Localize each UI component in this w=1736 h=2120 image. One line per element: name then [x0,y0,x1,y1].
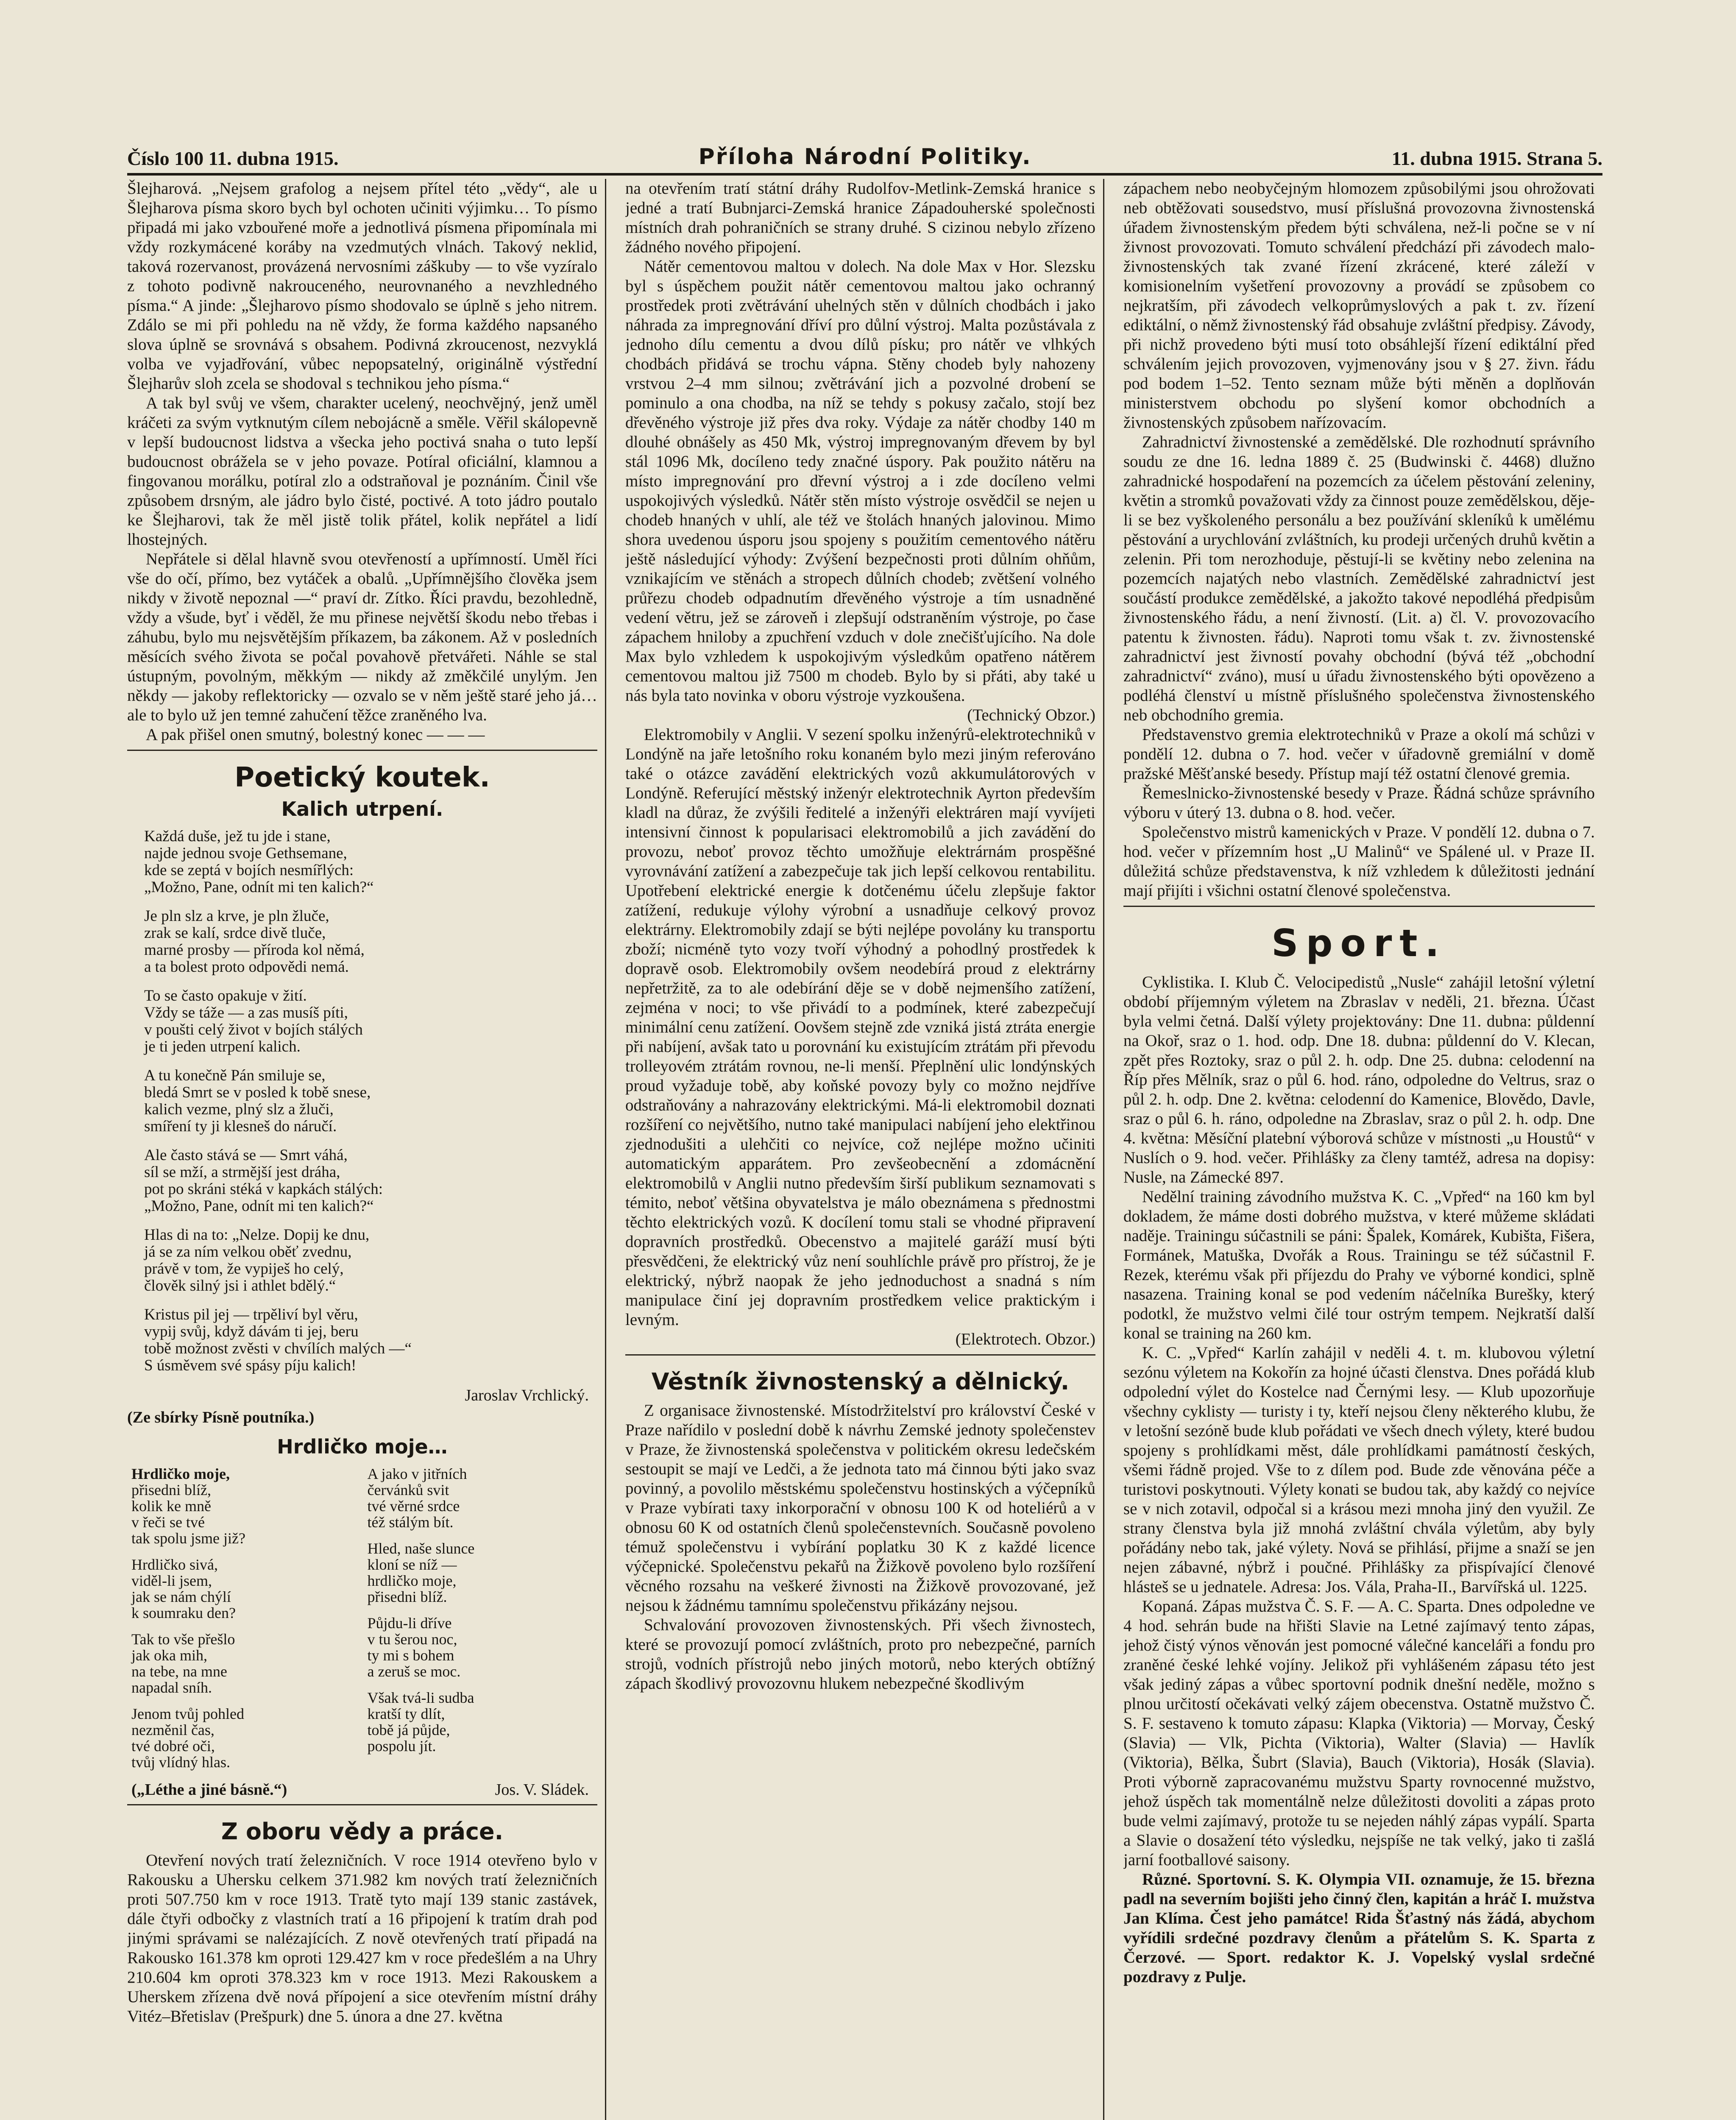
poem-line: viděl-li jsem, [131,1572,212,1589]
poem-line: Hlas di na to: „Nelze. Dopij ke dnu, [144,1226,370,1244]
poem-stanza [368,1615,594,1679]
article-paragraph: Otevření nových tratí železničních. V roce 1914 otevřeno bylo v Rakousku a Uhersku celkem 371.982 km nových tratí železničních proti 507.750 km v roce 1913. Tratě tyto mají 139 stanic zastávek, dále čtyři odbočky z vlastních tratí a 16 připojení k tratím drah pod jinými správami se nalézajících. Z nově otevřených tratí připadá na Rakousko 161.378 km oproti 129.427 km v roce předešlém a na Uhry 210.604 km oproti 378.323 km v roce 1913. Mezi Rakouskem a Uherskem zřízena dvě nová přípojení a sice otevřením místní dráhy Vitéz–Břetislav (Prešpurk) dne 5. února a dne 27. května [127,1851,597,2025]
poem-stanza [144,1227,597,1294]
poem-line: a ta bolest proto odpovědi nemá. [144,958,349,976]
article-paragraph: Společenstvo mistrů kamenických v Praze. V pondělí 12. dubna o 7. hod. večer v přízemním host „U Malinů“ ve Spálené ul. v Praze II. důležitá schůze představenstva, k níž vzhledem k důležitosti jednání mají přijíti i všichni ostatní členové společenstva. [1123,823,1595,900]
section-divider [1123,906,1595,907]
poem-line: marné prosby — příroda kol němá, [144,941,365,959]
poem-credits [131,1780,589,1799]
header-page-number: 11. dubna 1915. Strana 5. [1391,148,1602,169]
poem-line: vypij svůj, když dávám ti jej, beru [144,1323,359,1340]
poem-line: jak se nám chýlí [131,1588,231,1605]
column-2 [625,179,1104,2120]
page-header [127,140,1602,176]
poem-stanza [144,987,597,1055]
poem-line: A tu konečně Pán smiluje se, [144,1067,326,1084]
trade-heading: Věstník živnostenský a dělnický. [651,1368,1070,1395]
poem-line: kloní se níž — [367,1556,457,1573]
poem-line: v poušti celý život v bojích stálých [144,1021,363,1038]
poem-line: tobě možnost zvěsti v chvílích malých —“ [144,1340,412,1357]
poem-line: též stálým bít. [367,1514,454,1531]
poem-title: Hrdličko moje… [277,1435,448,1458]
sport-paragraph: Cyklistika. I. Klub Č. Velocipedistů „Nusle“ zahájil letošní výletní období příjemným výletem na Zbraslav v neděli, 21. března. Účast byla velmi četná. Další výlety projektovány: Dne 11. dubna: půldenní na Okoř, sraz o 1. hod. odp. Dne 18. dubna: půldenní do V. Klecan, zpět přes Roztoky, sraz o půl 2. h. odp. Dne 25. dubna: celodenní na Říp přes Mělník, sraz o půl 6. hod. ráno, odpoledne do Veltrus, sraz o půl 2. h. odp. Dne 2. května: celodenní do Kamenice, Blovědo, Davle, sraz o půl 6. h. ráno, odpoledne na Zbraslav, sraz o půl 2. h. odp. Dne 4. května: Měsíční platební výborová schůze v místnosti „u Houstů“ v Nuslích o 9. hod. večer. Přihlášky za členy tamtéž, adresa na dopisy: Nusle, na Zámecké 897. [1123,973,1595,1186]
header-issue: Číslo 100 11. dubna 1915. [127,148,339,169]
poetry-heading: Poetický koutek. [234,762,490,793]
article-paragraph: Schvalování provozoven živnostenských. Při všech živnostech, které se provozují pomocí zvláštních, proto pro nebezpečné, parních strojů, vodních přístrojů nebo jiných motorů, nebo kterých obtížný zápach škodlivý provozovnu hlukem nebezpečné škodlivým [625,1616,1095,1693]
poem-line: To se často opakuje v žití. [144,987,307,1004]
essay-paragraph: Šlejharová. „Nejsem grafolog a nejsem přítel této „vědy“, ale u Šlejharova písma skoro bych byl ochoten učiniti výjimku… To písmo připadá mi jako vzbouřené moře a jednotlivá písmena připomínala mi vždy rozkymácené koráby na vzedmutých vlnách. Takový neklid, taková rozervanost, provázená nervosními záškuby — to vše vyzíralo z tohoto podivně nakrouceného, neurovnaného a nevzhledného písma.“ A jinde: „Šlejharovo písmo shodovalo se úplně s jeho nitrem. Zdálo se mi při pohledu na ně vždy, že forma každého napsaného slova úplně se srovnává s obsahem. Podivná zkroucenost, nezvyklá volba ve vyjadřování, vůbec nepopsatelný, originálně výstřední Šlejharův sloh zcela se shodoval s technikou jeho písma.“ [127,179,597,393]
sport-heading: Sport. [1271,921,1447,965]
poem-line: kolik ke mně [131,1498,211,1515]
poem-line: tobě já půjde, [367,1721,450,1738]
sport-paragraph: Kopaná. Zápas mužstva Č. S. F. — A. C. Sparta. Dnes odpoledne ve 4 hod. sehrán bude na hřišti Slavie na Letné zajímavý tento zápas, jehož čistý výnos věnován jest pomocné válečné kanceláři a fondu pro zraněné české lehké vojíny. Jelikož při vyhlášeném zápasu této jest však jediný zápas a vůbec sportovní podnik dnešní neděle, možno s plnou určitostí očekávati velký zájem obecenstva. Ostatně mužstvo Č. S. F. sestaveno k tomuto zápasu: Klapka (Viktoria) — Morvay, Český (Slavia) — Vlk, Pichta (Viktoria), Walter (Slavia) — Havlík (Viktoria), Bělka, Šubrt (Slavia), Bauch (Viktoria), Hosák (Slavia). Proti výborně zapracovanému mužstvu Sparty rovnocenné mužstvo, jehož úspěch tak momentálně nelze důležitosti dovoliti a zápas proto bude velmi zajímavý, protože tu se nejeden náhlý zápas vypálí. Sparta a Slavie o dosažení této výsledku, nejspíše ne tak velký, jako ti zašlá jarní footballové saisony. [1123,1597,1595,1869]
poem-line: Vždy se táže — a zas musíš píti, [144,1004,348,1021]
poem-line: napadal sníh. [131,1679,212,1696]
sport-paragraph: Různé. Sportovní. S. K. Olympia VII. oznamuje, že 15. března padl na severním bojišti jeho činný člen, kapitán a hráč I. mužstva Jan Klíma. Čest jeho památce! Rida Šťastný nás žádá, abychom vyřídili srdečné pozdravy členům a přátelům S. K. Sparta z Čerzové. — Sport. redaktor K. J. Vopelský vyslal srdečné pozdravy z Pulje. [1123,1870,1595,1986]
poem-line: pot po skráni stéká v kapkách stálých: [144,1180,383,1198]
poem-line: tvůj vlídný hlas. [131,1754,230,1771]
article-paragraph: zápachem nebo neobyčejným hlomozem způsobilými jsou ohrožovati neb obtěžovati sousedstvo, musí příslušná provozovna živnostenská úřadem živnostenským předem býti schválena, než-li počne se v ní živnost provozovati. Tomuto schválení předchází při závodech malo-živnostenských tak zvané řízení zkrácené, které záleží v komisionelním vyšetření provozovny a provádí se způsobem co nejkratším, při závodech velkoprůmyslových a pak t. zv. řízení ediktální, o němž živnostenský řád obsahuje zvláštní předpisy. Závody, při nichž provedeno býti musí toto obsáhlejší řízení ediktální před schválením jejich provozoven, vyjmenovány jsou v § 27. živn. řádu pod bodem 1–52. Tento seznam může býti měněn a doplňován ministerstvem obchodu po slyšení komor obchodních a živnostenských způsobem nařízovacím. [1123,179,1595,432]
poem-line: kratší ty dlít, [367,1705,445,1722]
poem-line: ty mi s bohem [367,1647,454,1664]
poem-line: přisedni blíž. [367,1588,447,1605]
poem-line: síl se mží, a strmější jest dráha, [144,1163,340,1181]
poem-line: tak spolu jsme již? [131,1530,245,1547]
poem-title: Kalich utrpení. [281,798,443,820]
poem-line: Půjdu-li dříve [367,1615,452,1632]
poem-line: na tebe, na mne [131,1663,227,1680]
essay-paragraph: Nepřátele si dělal hlavně svou otevřeností a upřímností. Uměl říci vše do očí, přímo, bez vytáček a obalů. „Upřímnějšího člověka jsem nikdy v životě nepoznal —“ praví dr. Zítko. Říci pravdu, bezohledně, vždy a všude, byť i věděl, že mu přinese největší škodu nebo třebas i záhubu, bylo mu nejsvětějším příkazem, ba zákonem. Až v posledních měsících svého života se počal povahově přetvářeti. Náhle se stal ústupným, povolným, měkkým — nikdy až změkčilé unylým. Jen někdy — jakoby reflektoricky — ozvalo se v něm ještě staré jeho já… ale to bylo už jen temné zahučení těžce zraněného lva. [127,550,597,724]
poem-stanza [144,1147,597,1215]
poem-source: („Léthe a jiné básně.“) [131,1781,287,1799]
poem-line: smíření ty ji klesneš do náručí. [144,1118,337,1135]
section-divider [625,1354,1095,1356]
poem-stanza [131,1466,357,1546]
poem-left-column [131,1466,357,1780]
poem-line: v řeči se tvé [131,1514,205,1531]
article-paragraph: Řemeslnicko-živnostenské besedy v Praze. Řádná schůze správního výboru v úterý 13. dubna o 8. hod. večer. [1123,784,1595,822]
poem-line: najde jednou svoje Gethsemane, [144,845,347,862]
poem-line: jak oka mih, [131,1647,207,1664]
newspaper-page [127,140,1602,2120]
poem-line: „Možno, Pane, odnít mi ten kalich?“ [144,879,374,896]
poem-line: je ti jeden utrpení kalich. [144,1038,301,1055]
column-1 [127,179,606,2120]
poem-line: pospolu jít. [367,1738,436,1755]
poem-line: nezměnil čas, [131,1721,215,1738]
poem-line: „Možno, Pane, odnít mi ten kalich?“ [144,1197,374,1215]
poem-line: bledá Smrt se v posled k tobě snese, [144,1084,371,1101]
article-paragraph: Nátěr cementovou maltou v dolech. Na dole Max v Hor. Slezsku byl s úspěchem použit nátěr cementovou maltou jako ochranný prostředek proti zvětrávání uhelných stěn v důlních chodbách i jako náhrada za impregnování dříví pro důlní výstroj. Malta pozůstávala z jednoho dílu cementu a dvou dílů písku; pro nátěr ve vlhkých chodbách přidává se trochu vápna. Stěny chodeb byly nahozeny vrstvou 2–4 mm silnou; zvětrávání jich a pozvolné drobení se pominulo a ona chodba, na níž se tehdy s pokusy začalo, stojí bez dřevěného výstroje již přes dva roky. Výdaje za nátěr chodby 140 m dlouhé obnášely as 450 Mk, výstroj impregnovaným dřevem by byl stál 1096 Mk, docíleno tedy značné úspory. Pak použito nátěru na místo impregnování pro dřevní výstroj a i zde docíleno velmi uspokojivých výsledků. Nátěr stěn místo výstroje osvědčil se nejen u chodeb hnaných v uhlí, ale též ve štolách hnaných jalovinou. Mimo shora uvedenou úsporu jsou spojeny s použitím cementového nátěru ještě následující výhody: Zvýšení bezpečnosti proti důlním ohňům, vznikajícím ve stěnách a stropech důlních chodeb; zvětšení volného průřezu chodeb odpadnutím dřevěného výstroje a tím usnadněné vedení větru, jež se zároveň i zlepšují odstraněním výstroje, po čase zápachem hniloby a zpuchření vzduch v dole znečišťujícího. Na dole Max bylo vzhledem k uspokojivým výsledkům opatřeno nátěrem cementovou maltou již 7500 m chodeb. Bylo by si přáti, aby také u nás byla tato novinka v oboru výstroje vyzkoušena. [625,257,1095,705]
article-paragraph: Představenstvo gremia elektrotechniků v Praze a okolí má schůzi v pondělí 12. dubna o 7. hod. večer v úřadovně gremiální v domě pražské Měšťanské besedy. Přístup mají též ostatní členové gremia. [1123,725,1595,783]
poem-stanza [144,1067,597,1135]
poem-author: Jos. V. Sládek. [495,1781,589,1799]
poem-line: tvé věrné srdce [367,1498,460,1515]
poem-line: já se za ním velkou oběť zvednu, [144,1243,352,1261]
poem-source: (Ze sbírky Písně poutníka.) [127,1409,315,1426]
article-source: (Elektrotech. Obzor.) [955,1330,1095,1348]
poem-line: S úsměvem své spásy píju kalich! [144,1357,357,1374]
poem-line: Hrdličko sivá, [131,1556,218,1573]
header-title: Příloha Národní Politiky. [698,144,1032,170]
poem-stanza [368,1466,594,1530]
poem-stanza [144,1306,597,1374]
section-divider [127,1804,597,1805]
poem-line: a zeruš se moc. [367,1663,461,1680]
poem-line: Jenom tvůj pohled [131,1705,244,1722]
poem-stanza [131,1706,357,1770]
sport-paragraph: K. C. „Vpřed“ Karlín zahájil v neděli 4. t. m. klubovou výletní sezónu výletem na Kokořín za hojné účasti členstva. Dnes pořádá klub odpolední výlet do Kostelce nad Černými lesy. — Klub upozorňuje všechny cyklisty — turisty i ty, kteří nejsou členy některého klubu, že v letošní sezóně bude klub pořádati ve všech dnech výlety, které budou spojeny s prohlídkami měst, dále prohlídkami památností českých, všemi řádně projed. Vše to z dílem pod. Bude zde věnována péče a turistovi poskytnouti. Výlety konati se budou tak, aby každý co nejvíce se v nich zotavil, odpočal si a krásou mezi mnoha jiný den využil. Ze strany členstva byla již mnohá zvláštní chvála výletům, aby byly pořádány nebo tak, jaké výlety. Nová se přihlásí, přijme a snaží se jen nejen zábavné, nýbrž i poučné. Přihlášky za přispívající členové hlásteš se u jednatele. Adresa: Jos. Vála, Praha-II., Barvířská ul. 1225. [1123,1344,1595,1596]
poem-line: Však tvá-li sudba [367,1689,474,1706]
poem-line: Hrdličko moje, [131,1465,230,1482]
article-paragraph: Elektromobily v Anglii. V sezení spolku inženýrů-elektrotechniků v Londýně na jaře letošního roku konaném bylo mezi jiným referováno také o otázce zavádění elektrických vozů akkumulátorových v Londýně. Referující městský inženýr elektrotechnik Ayrton především kladl na důraz, že zvýšili ředitelé a inženýři elektráren mají vyvíjeti intensivní činnost k popularisaci elektromobilů a jich zavádění do provozu, neboť provoz těchto umožňuje elektrárnám prospěšné vyrovnávání zatížení a zabezpečuje tak jich lepší celkovou rentabilitu. Upotřebení elektrické energie k dotčenému účelu zlepšuje faktor zatížení, redukuje výlohy výrobní a usnadňuje celkový provoz elektrárny. Elektromobily zdají se býti nejlépe povolány ku transportu zboží; nicméně tyto vozy tvoří výhodný a pohodlný prostředek k dopravě osob. Elektromobily ovšem neodebírá proud z elektrárny nepřetržitě, za to ale odebírání děje se v době nejmenšího zatížení, zejména v noci; to vše přivádí to a podmínek, které zabezpečují minimální cenu zatížení. Oovšem stejně zde vzniká jistá ztráta energie při nabíjení, avšak tato u porovnání ku existujícím ztrátám při převodu trolleyovém ztrátám rovnou, ne-li menší. Přeplnění ulic londýnských proud vyžaduje tobě, aby koňské povozy byly co možno nejdříve odstraňovány a nahrazovány elektrickými. Má-li elektromobil doznati rozšíření co největšího, nutno také manipulaci nabíjení jeho elektřinou zjednodušiti a ulehčiti co nejvíce, což nejlépe možno učiniti automatickým apparátem. Pro zevšeobecnění a zdomácnění elektromobilů v Anglii nutno především širší publikum seznamovati s témito, neboť většina obyvatelstva je málo obeznámena s přednostmi těchto elektrických vozů. K docílení tomu stali se vhodné připravení dopravních prostředků. Obecenstvo a majitelé garáží musí býti přesvědčeni, že elektrický vůz není souhlíchle právě pro přístroj, že je elektrický, nýbrž naopak že jeho jednoduchost a snadná s ním manipulace činí jej dopravním prostředkem velice praktickým i levným. [625,725,1095,1329]
poem-line: kde se zeptá v bojích nesmířlých: [144,862,354,879]
poem-stanza [144,828,597,896]
poem-hrdlicko [131,1466,593,1780]
poem-line: červánků svit [367,1481,449,1498]
poem-line: Hled, naše slunce [367,1540,475,1557]
poem-stanza [131,1631,357,1696]
poem-line: k soumraku den? [131,1604,236,1621]
poem-line: Každá duše, jež tu jde i stane, [144,828,331,845]
poem-line: člověk silný jsi i athlet bdělý.“ [144,1277,336,1294]
essay-paragraph: A pak přišel onen smutný, bolestný konec — — — [146,725,485,744]
poem-author: Jaroslav Vrchlický. [465,1386,589,1404]
poem-stanza [131,1557,357,1621]
science-heading: Z oboru vědy a práce. [221,1818,504,1845]
poem-stanza [368,1540,594,1605]
poem-stanza [368,1690,594,1754]
poem-line: právě v tom, že vypiješ ho celý, [144,1260,344,1278]
article-source: (Technický Obzor.) [967,706,1095,724]
article-paragraph: na otevřením tratí státní dráhy Rudolfov-Metlink-Zemská hranice s jedné a tratí Bubnjarci-Zemská hranice Západouherské společnosti místních drah pohraničních se strany druhé. S cizinou nebylo zřízeno žádného nového připojení. [625,179,1095,256]
section-divider [127,750,597,751]
sport-paragraph: Nedělní training závodního mužstva K. C. „Vpřed“ na 160 km byl dokladem, že máme dosti dobrého mužstva, v které můžeme skládati naděje. Trainingu súčastnili se páni: Špalek, Komárek, Kubišta, Fišera, Formánek, Matuška, Dvořák a Rous. Trainingu se též súčastnil F. Rezek, kterému však při příjezdu do Prahy ve výborné kondici, splně nasazena. Training konal se pod vedením náčelníka Burešky, který podotkl, že mužstvo velmi čilé tour ostrým tempem. Nejkratší další konal se training na 260 km. [1123,1188,1595,1342]
poem-line: zrak se kalí, srdce divě tluče, [144,924,326,942]
poem-line: Kristus pil jej — trpěliví byl věru, [144,1306,358,1323]
essay-paragraph: A tak byl svůj ve všem, charakter ucelený, neochvějný, jenž uměl kráčeti za svým vytknutým cílem nebojácně a směle. Věřil skálopevně v lepší budoucnost lidstva a všecka jeho poctivá snaha o tuto lepší budoucnost obrážela se v jeho povaze. Potíral oficiální, klamnou a fingovanou morálku, potíral zlo a odstraňoval je poznáním. Činil vše způsobem drsným, ale jádro bylo čisté, poctivé. A toto jádro poutalo ke Šlejharovi, tak že měl jistě tolik přátel, kolik nepřátel a lidí lhostejných. [127,394,597,549]
poem-line: Je pln slz a krve, je pln žluče, [144,907,329,925]
article-paragraph: Z organisace živnostenské. Místodržitelství pro království České v Praze nařídilo v poslední době k návrhu Zemské jednoty společenstev v Praze, že živnostenská společenstva v politickém okresu ledečském sestoupit se mají ve Ledči, a že jednota tato má činnou býti jako svaz povinný, a povolilo městskému společenstvu hostinských a výčepníků v Praze vybírati taxy inkorporační v obnosu 100 K od hoteliérů a v obnosu 60 K od ostatních členů společenstevních. Současně povoleno témuž společenstvu i vybírání poplatku 30 K z každé licence výčepnické. Společenstvu pekařů na Žižkově povoleno bylo rozšíření věcného rozsahu na veškeré živnosti na Žižkově provozované, jež nejsou k žádnému tamnímu společenstvu přikázány nejsou. [625,1401,1095,1615]
article-paragraph: Zahradnictví živnostenské a zemědělské. Dle rozhodnutí správního soudu ze dne 16. ledna 1889 č. 25 (Budwinski č. 4468) dlužno zahradnické hospodaření na pozemcích za účelem pěstování zeleniny, květin a stromků považovati vždy za činnost pouze zemědělskou, děje-li se bez vyškoleného personálu a bez používání skleníků k umělému pěstování a urychlování zvláštních, ku prodeji určených druhů květin a zelenin. Při tom nerozhoduje, pěstují-li se květiny nebo zelenina na pozemcích najatých nebo vlastních. Zemědělské zahradnictví jest součástí produkce zemědělské, a jakožto takové nepodléhá předpisům živnostenského řádu, a není živností. (Lit. a) čl. V. provozovacího patentu k živnosten. řádu). Naproti tomu však t. zv. živnostenské zahradnictví jest živností povahy obchodní (bývá též „obchodní zahradnictví“ zváno), musí u úřadu živnostenského býti opovězeno a podléhá členství u místně příslušného společenstva živnostenského neb obchodního gremia. [1123,433,1595,724]
poem-line: Ale často stává se — Smrt váhá, [144,1146,348,1164]
poem-line: Tak to vše přešlo [131,1631,235,1648]
poem-line: přisedni blíž, [131,1481,211,1498]
poem-right-column [368,1466,594,1780]
poem-kalich [144,828,597,1374]
poem-stanza [144,908,597,976]
poem-line: kalich vezme, plný slz a žluči, [144,1101,334,1118]
poem-line: v tu šerou noc, [367,1631,457,1648]
poem-line: tvé dobré oči, [131,1738,215,1755]
poem-line: hrdličko moje, [367,1572,457,1589]
column-3 [1123,179,1602,2120]
poem-line: A jako v jitřních [367,1465,467,1482]
